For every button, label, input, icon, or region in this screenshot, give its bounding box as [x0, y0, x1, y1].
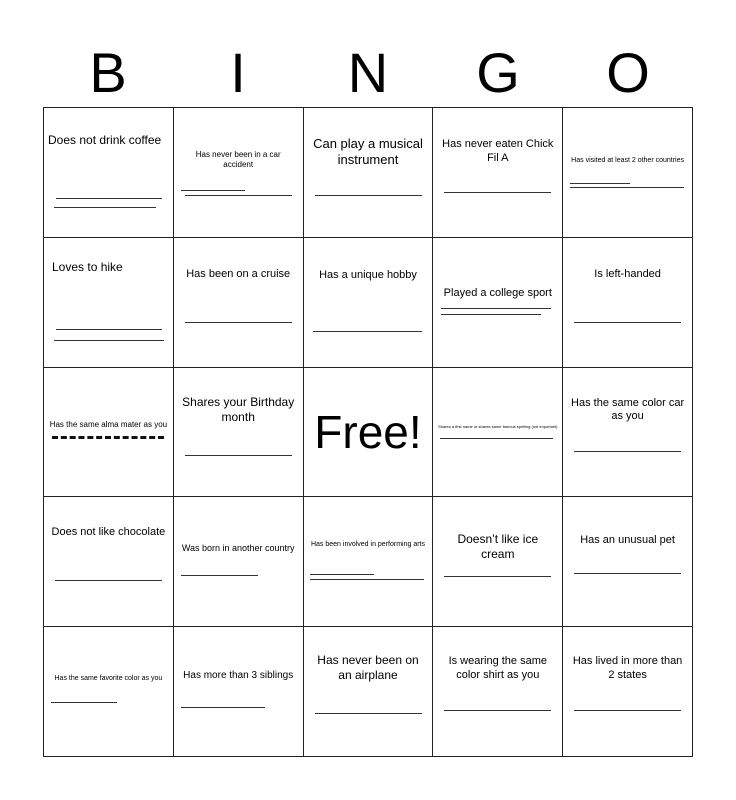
write-line [310, 574, 374, 575]
cell-text: Has never eaten Chick Fil A [442, 138, 554, 164]
cell-text: Has the same alma mater as you [49, 419, 168, 429]
cell-text: Loves to hike [52, 259, 123, 274]
bingo-cell[interactable] [304, 108, 434, 238]
write-line [54, 340, 164, 341]
write-line [52, 436, 164, 439]
cell-text: Has the same favorite color as you [54, 675, 163, 683]
write-line [441, 314, 541, 315]
cell-text: Shares your Birthday month [182, 394, 295, 424]
bingo-cell[interactable] [174, 497, 304, 627]
write-line [570, 183, 630, 184]
cell-text: Played a college sport [443, 286, 552, 299]
bingo-cell[interactable] [433, 627, 563, 757]
cell-text: Is left-handed [594, 267, 661, 280]
header-letter-n: N [347, 41, 389, 104]
bingo-cell[interactable] [44, 368, 174, 498]
cell-text: Has an unusual pet [580, 534, 675, 547]
write-line [54, 207, 156, 208]
write-line [315, 713, 422, 714]
bingo-cell[interactable] [433, 108, 563, 238]
cell-text: Doesn’t like ice cream [457, 532, 539, 562]
header-letter-i: I [230, 41, 246, 104]
write-line [574, 573, 681, 574]
write-line [56, 198, 162, 199]
cell-text: Has a unique hobby [319, 268, 417, 281]
bingo-cell[interactable] [304, 627, 434, 757]
bingo-cell[interactable] [304, 238, 434, 368]
bingo-cell[interactable] [44, 238, 174, 368]
bingo-cell[interactable] [44, 108, 174, 238]
write-line [181, 190, 245, 191]
write-line [185, 455, 292, 456]
cell-text: Has been involved in performing arts [310, 541, 425, 549]
write-line [441, 308, 551, 309]
write-line [574, 710, 681, 711]
bingo-cell[interactable] [174, 368, 304, 498]
cell-text: Does not like chocolate [51, 526, 166, 539]
header-letter-b: B [89, 41, 127, 104]
cell-text: Has never been on an airplane [317, 653, 419, 683]
write-line [185, 322, 292, 323]
cell-text: Was born in another country [181, 543, 295, 554]
bingo-cell[interactable] [174, 627, 304, 757]
cell-text: Is wearing the same color shirt as you [448, 655, 547, 681]
bingo-cell[interactable] [44, 627, 174, 757]
bingo-cell[interactable] [433, 238, 563, 368]
cell-text: Has the same color car as you [571, 396, 685, 423]
cell-text: Has never been in a car accident [195, 150, 281, 169]
cell-text: Has visited at least 2 other countries [571, 157, 685, 164]
write-line [55, 580, 162, 581]
bingo-cell[interactable] [563, 368, 693, 498]
write-line [51, 702, 117, 703]
write-line [444, 192, 551, 193]
cell-text: Has been on a cruise [186, 267, 291, 280]
bingo-grid [43, 107, 693, 757]
bingo-cell[interactable] [174, 238, 304, 368]
write-line [181, 707, 265, 708]
bingo-cell[interactable] [304, 497, 434, 627]
write-line [310, 579, 424, 580]
cell-text: Does not drink coffee [48, 133, 162, 147]
write-line [56, 329, 162, 330]
bingo-cell[interactable] [563, 497, 693, 627]
write-line [444, 710, 551, 711]
header-letter-g: G [476, 41, 520, 104]
write-line [185, 195, 292, 196]
bingo-cell[interactable] [44, 497, 174, 627]
cell-text: Has more than 3 siblings [183, 670, 294, 682]
free-label: Free! [314, 405, 422, 458]
bingo-cell[interactable] [563, 108, 693, 238]
cell-text: Shares a first name or shares same famous spelling (not important) [438, 423, 558, 429]
write-line [570, 187, 684, 188]
write-line [574, 322, 681, 323]
bingo-cell[interactable] [433, 497, 563, 627]
bingo-cell[interactable] [563, 627, 693, 757]
write-line [440, 438, 553, 439]
bingo-cell[interactable] [563, 238, 693, 368]
cell-text: Has lived in more than 2 states [572, 655, 683, 681]
write-line [315, 195, 422, 196]
write-line [313, 331, 422, 332]
bingo-cell[interactable] [433, 368, 563, 498]
write-line [181, 575, 258, 576]
write-line [444, 576, 551, 577]
bingo-cell[interactable] [174, 108, 304, 238]
free-cell[interactable] [304, 368, 434, 498]
write-line [574, 451, 681, 452]
header-letter-o: O [606, 41, 650, 104]
cell-text: Can play a musical instrument [313, 136, 423, 168]
